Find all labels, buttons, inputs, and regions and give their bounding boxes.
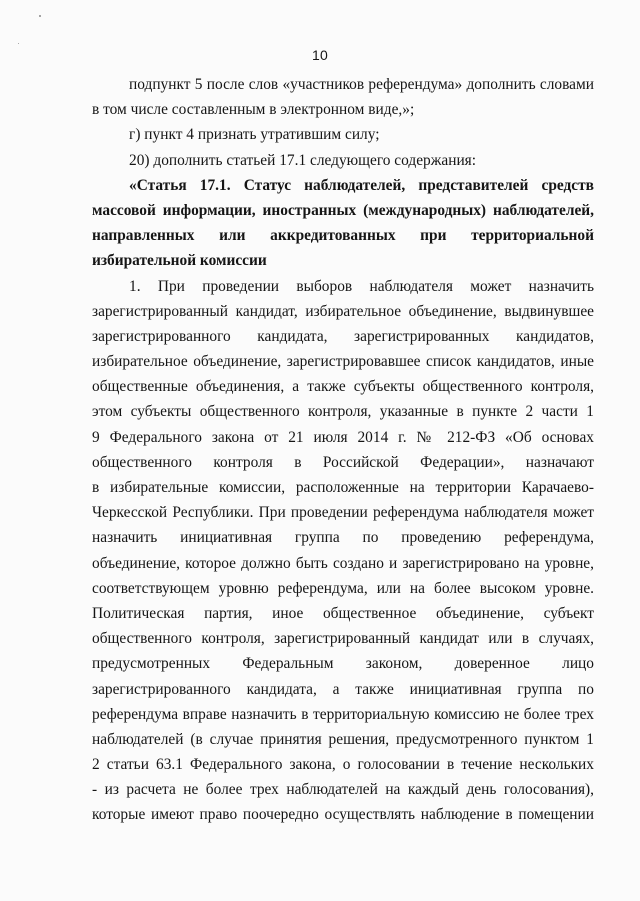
text-line: предусмотренных Федеральным законом, доверенное лицо xyxy=(92,655,594,673)
text-line: г) пункт 4 признать утратившим силу; xyxy=(129,126,380,144)
text-line: зарегистрированного кандидата, зарегистрированных кандидатов, xyxy=(92,327,594,345)
text-line: 1. При проведении выборов наблюдателя может назначить xyxy=(129,277,594,295)
scan-speck xyxy=(39,15,41,17)
scan-speck xyxy=(18,43,19,44)
text-line: которые имеют право поочередно осуществлять наблюдение в помещении xyxy=(92,806,594,824)
text-line: - из расчета не более трех наблюдателей на каждый день голосования), xyxy=(92,781,594,799)
text-line: референдума вправе назначить в территориальную комиссию не более трех xyxy=(92,705,594,723)
document-body xyxy=(92,72,594,828)
text-line: Политическая партия, иное общественное объединение, субъект xyxy=(92,604,594,622)
text-line: 9 Федерального закона от 21 июля 2014 г. № 212-ФЗ «Об основах xyxy=(92,428,594,446)
page-number: 10 xyxy=(312,47,328,63)
text-line: 2 статьи 63.1 Федерального закона, о голосовании в течение нескольких xyxy=(92,756,594,774)
article-heading-line: «Статья 17.1. Статус наблюдателей, представителей средств xyxy=(129,176,594,194)
text-line: подпункт 5 после слов «участников референдума» дополнить словами xyxy=(129,76,594,93)
text-line: в том числе составленным в электронном виде,»; xyxy=(92,101,415,119)
text-line: соответствующем уровню референдума, или на более высоком уровне. xyxy=(92,579,594,597)
text-line: 20) дополнить статьей 17.1 следующего содержания: xyxy=(129,151,477,169)
text-line: объединение, которое должно быть создано и зарегистрировано на уровне, xyxy=(92,554,594,572)
article-heading-line: массовой информации, иностранных (международных) наблюдателей, xyxy=(92,201,594,219)
text-line: назначить инициативная группа по проведению референдума, xyxy=(92,529,594,547)
text-line: общественного контроля в Российской Федерации», назначают xyxy=(92,453,594,471)
article-heading-line: избирательной комиссии xyxy=(92,252,267,270)
text-line: зарегистрированного кандидата, а также инициативная группа по xyxy=(92,680,594,698)
text-line: Черкесской Республики. При проведении референдума наблюдателя может xyxy=(92,504,594,522)
text-line: общественные объединения, а также субъекты общественного контроля, xyxy=(92,378,594,396)
text-line: в избирательные комиссии, расположенные на территории Карачаево- xyxy=(92,479,594,496)
article-heading-line: направленных или аккредитованных при территориальной xyxy=(92,227,594,245)
text-line: общественного контроля, зарегистрированный кандидат или в случаях, xyxy=(92,630,594,648)
text-line: этом субъекты общественного контроля, указанные в пункте 2 части 1 xyxy=(92,403,594,421)
text-line: зарегистрированный кандидат, избирательное объединение, выдвинувшее xyxy=(92,302,594,320)
text-line: избирательное объединение, зарегистрировавшее список кандидатов, иные xyxy=(92,353,594,371)
text-line: наблюдателей (в случае принятия решения, предусмотренного пунктом 1 xyxy=(92,730,594,748)
